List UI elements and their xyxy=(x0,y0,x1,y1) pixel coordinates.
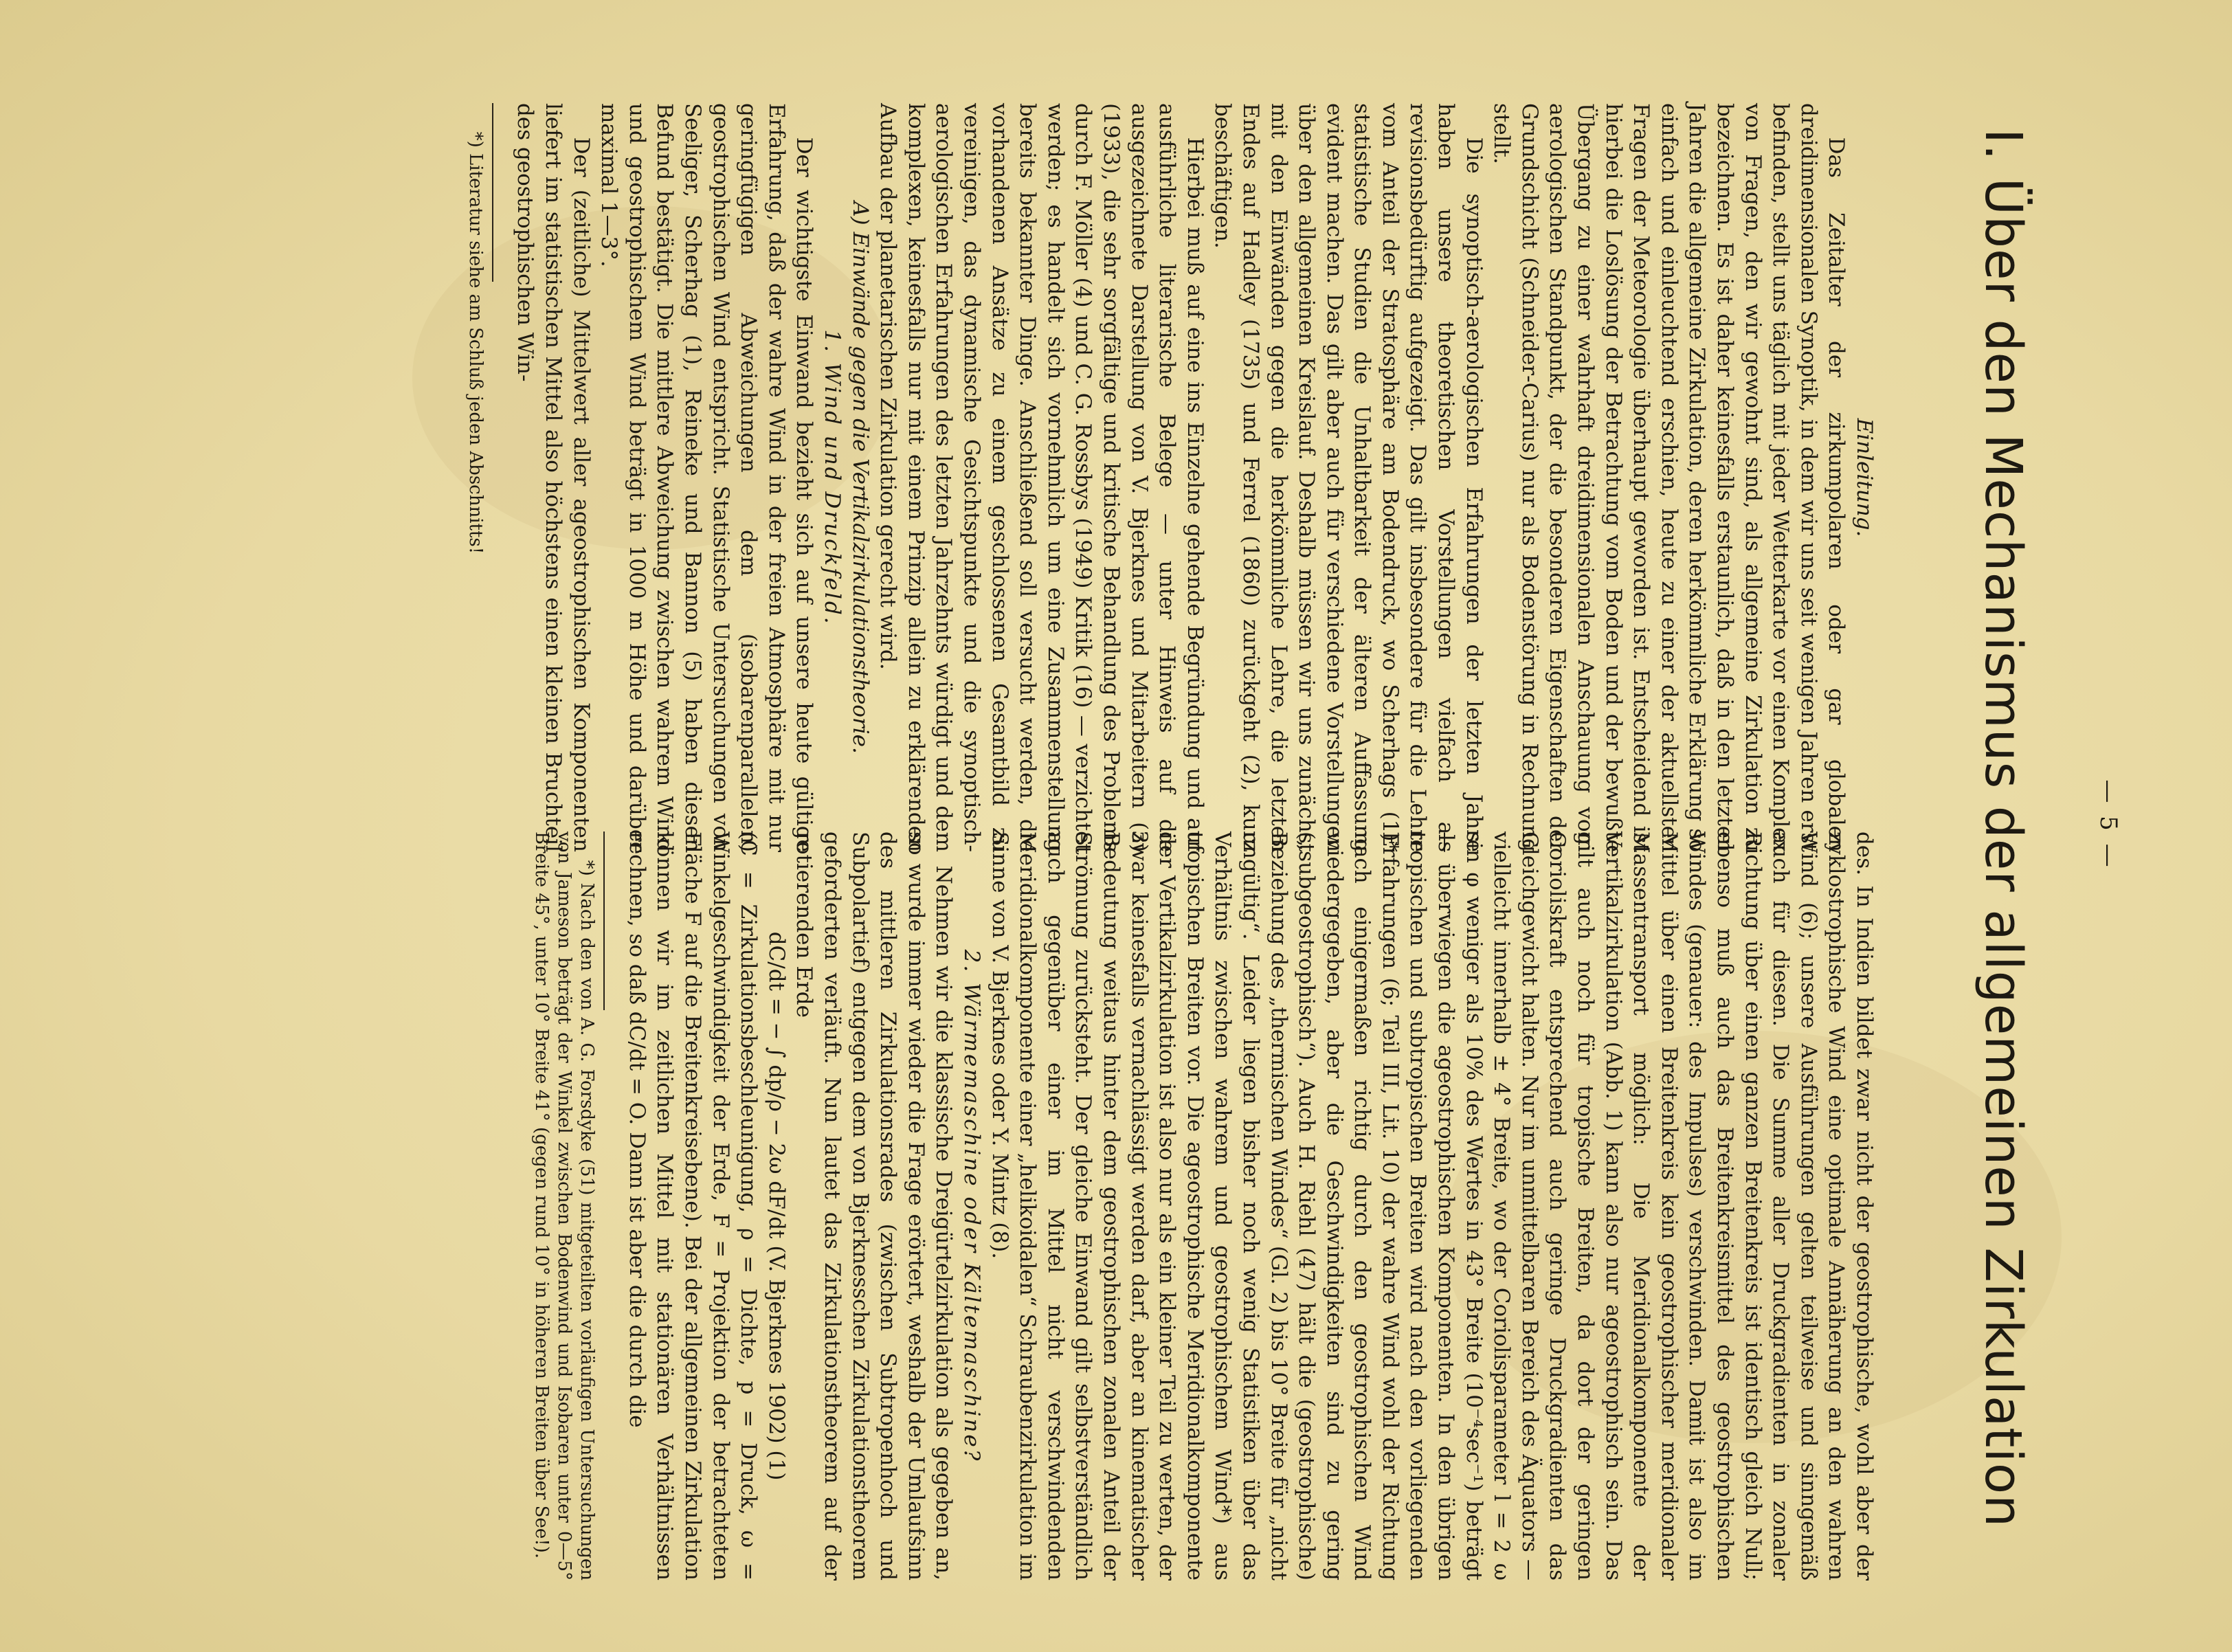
subsection-heading-1: 1. Wind und Druckfeld. xyxy=(820,329,845,626)
paragraph: Der wichtigste Einwand bezieht sich auf unsere heute gültige Erfahrung, daß der wahre Wind in der freien Atmosphäre mit nur geringfügigen Abweichungen dem (isobarenparallelen) geostrophischen Wind entspricht. Statistische Untersuchungen von Seeliger, Scherhag (1), Reineke und Bannon (5) haben diesen Befund bestätigt. Die mittlere Abweichung zwischen wahrem Wind und geostrophischem Wind beträgt in 1000 m Höhe und darüber maximal 1—3°. xyxy=(596,103,817,852)
paragraph: des. In Indien bildet zwar nicht der geostrophische, wohl aber der zyklostrophische Wind eine optimale Annäherung an den wahren Wind (6); unsere Ausführungen gelten teilweise und sinngemäß auch für diesen. Die Summe aller Druckgradienten in zonaler Richtung über einen ganzen Breitenkreis ist identisch gleich Null; ebenso muß auch das Breitenkreismittel des geostrophischen Windes (genauer: des Impulses) verschwinden. Damit ist also im Mittel über einen Breitenkreis kein geostrophischer meridionaler Massentransport möglich: Die Meridionalkomponente der Vertikalzirkulation (Abb. 1) kann also nur ageostrophisch sein. Das gilt auch noch für tropische Breiten, da dort der geringen Corioliskraft entsprechend auch geringe Druckgradienten das Gleichgewicht halten. Nur im unmittelbaren Bereich des Äquators — vielleicht innerhalb ± 4° Breite, wo der Coriolisparameter l = 2 ω sin φ weniger als 10% des Wertes in 43° Breite (10⁻⁴sec⁻¹) beträgt — überwiegen die ageostrophischen Komponenten. In den übrigen tropischen und subtropischen Breiten wird nach den vorliegenden Erfahrungen (6; Teil III, Lit. 10) der wahre Wind wohl der Richtung nach einigermaßen richtig durch den geostrophischen Wind wiedergegeben, aber die Geschwindigkeiten sind zu gering („subgeostrophisch“). Auch H. Riehl (47) hält die (geostrophische) Beziehung des „thermischen Windes“ (Gl. 2) bis 10° Breite für „nicht ungültig“. Leider liegen bisher noch wenig Statistiken über das Verhältnis zwischen wahrem und geostrophischem Wind*) aus tropischen Breiten vor. Die ageostrophische Meridionalkomponente der Vertikalzirkulation ist also nur als ein kleiner Teil zu werten, der zwar keinesfalls vernachlässigt werden darf, aber an kinematischer Bedeutung weitaus hinter dem geostrophischen zonalen Anteil der Strömung zurücksteht. Der gleiche Einwand gilt selbstverständlich auch gegenüber einer im Mittel nicht verschwindenden Meridionalkomponente einer „helikoidalen“ Schraubenzirkulation im Sinne von V. Bjerknes oder Y. Mintz (8). xyxy=(987,831,1877,1581)
paragraph: Der (zeitliche) Mittelwert aller ageostrophischen Komponenten liefert im statistischen Mittel also höchstens einen kleinen Bruchteil des geostrophischen Win- xyxy=(513,103,594,852)
right-column xyxy=(530,831,1878,1581)
page-number: — 5 — xyxy=(2095,779,2122,870)
footnote-divider xyxy=(492,103,493,282)
paragraph: Die synoptisch-aerologischen Erfahrungen der letzten Jahre haben unsere theoretischen Vorstellungen vielfach als revisionsbedürftig aufgezeigt. Das gilt insbesondere für die Lehre vom Anteil der Stratosphäre am Bodendruck, wo Scherhags (1)* statistische Studien die Unhaltbarkeit der älteren Auffassung evident machen. Das gilt aber auch für verschiedene Vorstellungen über den allgemeinen Kreislauf. Deshalb müssen wir uns zunächst mit den Einwänden gegen die herkömmliche Lehre, die letzten Endes auf Hadley (1735) und Ferrel (1860) zurückgeht (2), kurz beschäftigen. xyxy=(1210,103,1486,852)
paragraph: Das Zeitalter der zirkumpolaren oder gar globalen dreidimensionalen Synoptik, in dem wir uns seit wenigen Jahren erst befinden, stellt uns täglich mit jeder Wetterkarte vor einen Komplex von Fragen, den wir gewohnt sind, als allgemeine Zirkulation zu bezeichnen. Es ist daher keinesfalls erstaunlich, daß in den letzten Jahren die allgemeine Zirkulation, deren herkömmliche Erklärung so einfach und einleuchtend erschien, heute zu einer der aktuellsten Fragen der Meteorologie überhaupt geworden ist. Entscheidend ist hierbei die Loslösung der Betrachtung vom Boden und der bewußte Übergang zu einer wahrhaft dreidimensionalen Anschauung vom aerologischen Standpunkt, der die besonderen Eigenschaften der Grundschicht (Schneider-Carius) nur als Bodenstörung in Rechnung stellt. xyxy=(1489,103,1849,852)
einleitung-heading: Einleitung. xyxy=(1852,418,1877,537)
paragraph: Hierbei muß auf eine ins Einzelne gehende Begründung und auf ausführliche literarische Belege — unter Hinweis auf die ausgezeichnete Darstellung von V. Bjerknes und Mitarbeitern (3) (1933), die sehr sorgfältige und kritische Behandlung des Problems durch F. Möller (4) und C. G. Rossbys (1949) Kritik (16) — verzichtet werden; es handelt sich vornehmlich um eine Zusammenstellung bereits bekannter Dinge. Anschließend soll versucht werden, die vorhandenen Ansätze zu einem geschlossenen Gesamtbild zu vereinigen, das dynamische Gesichtspunkte und die synoptisch-aerologischen Erfahrungen des letzten Jahrzehnts würdigt und dem komplexen, keinesfalls nur mit einem Prinzip allein zu erklärenden Aufbau der planetarischen Zirkulation gerecht wird. xyxy=(875,103,1207,852)
footnote: *) Nach den von A. G. Forsdyke (51) mitgeteilten vorläufigen Untersuchungen von Jameson beträgt der Winkel zwischen Bodenwind und Isobaren unter 0—5° Breite 45°, unter 10° Breite 41° (gegen rund 10° in höheren Breiten über See!). xyxy=(531,831,598,1581)
left-column xyxy=(464,103,1878,852)
paragraph: (C = Zirkulationsbeschleunigung, ρ = Dichte, p = Druck, ω = Winkelgeschwindigkeit der Erde, F = Projektion der betrachteten Fläche F auf die Breitenkreisebene). Bei der allgemeinen Zirkulation können wir im zeitlichen Mittel mit stationären Verhältnissen rechnen, so daß dC/dt = O. Dann ist aber die durch die xyxy=(624,831,761,1581)
equation: dC/dt = − ∫ dp/ρ − 2ω dF/dt (V. Bjerknes 1902) (1) xyxy=(763,931,789,1481)
footnote: *) Literatur siehe am Schluß jeden Abschnitts! xyxy=(465,131,486,555)
section-heading-a: A) Einwände gegen die Vertikalzirkulationstheorie. xyxy=(847,201,873,754)
paragraph: Nehmen wir die klassische Dreigürtelzirkulation als gegeben an, so wurde immer wieder die Frage erörtert, weshalb der Umlaufsinn des mittleren Zirkulationsrades (zwischen Subtropenhoch und Subpolartief) entgegen dem von Bjerknesschen Zirkulationstheorem geforderten verläuft. Nun lautet das Zirkulationstheorem auf der rotierenden Erde xyxy=(792,831,957,1581)
footnote-divider xyxy=(603,831,605,1010)
subsection-heading-2: 2. Wärmemaschine oder Kältemaschine? xyxy=(959,949,984,1463)
article-title: I. Über den Mechanismus der allgemeinen Zirkulation xyxy=(1974,128,2033,1528)
